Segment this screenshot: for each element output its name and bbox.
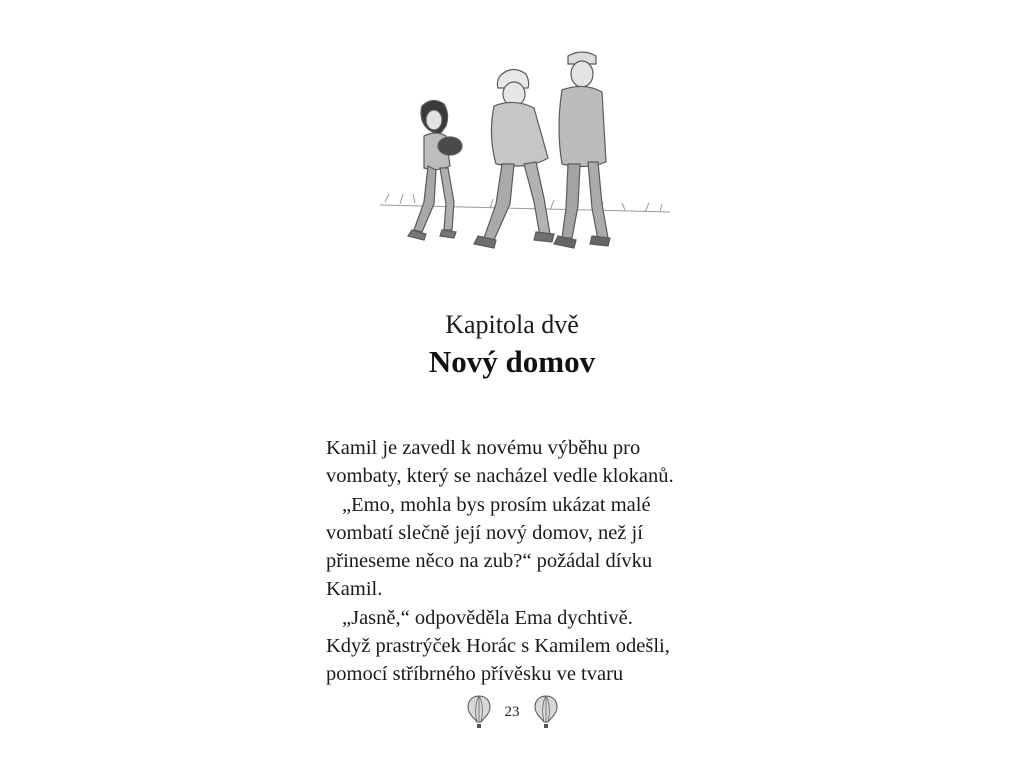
body-line: vombaty, který se nacházel vedle klokanů. [326,465,674,488]
body-line: „Emo, mohla bys prosím ukázat malé [342,493,651,516]
page-footer [0,694,1024,734]
body-line: „Jasně,“ odpověděla Ema dychtivě. [342,606,633,629]
chapter-label: Kapitola dvě [445,310,579,339]
illustration-walking-family [370,40,680,265]
body-line: Kamil je zavedl k novému výběhu pro [326,437,641,459]
body-line: Když prastrýček Horác s Kamilem odešli, [326,635,670,658]
page-number: 23 [504,703,520,720]
chapter-title: Nový domov [428,344,596,379]
balloon-icon [467,694,491,730]
balloon-icon [534,694,558,730]
body-line: vombatí slečně její nový domov, než jí [326,521,643,544]
body-line: přineseme něco na zub?“ požádal dívku [326,550,653,573]
chapter-body-text [326,434,746,689]
body-line: Kamil. [326,578,383,601]
body-line: pomocí stříbrného přívěsku ve tvaru [326,663,624,686]
